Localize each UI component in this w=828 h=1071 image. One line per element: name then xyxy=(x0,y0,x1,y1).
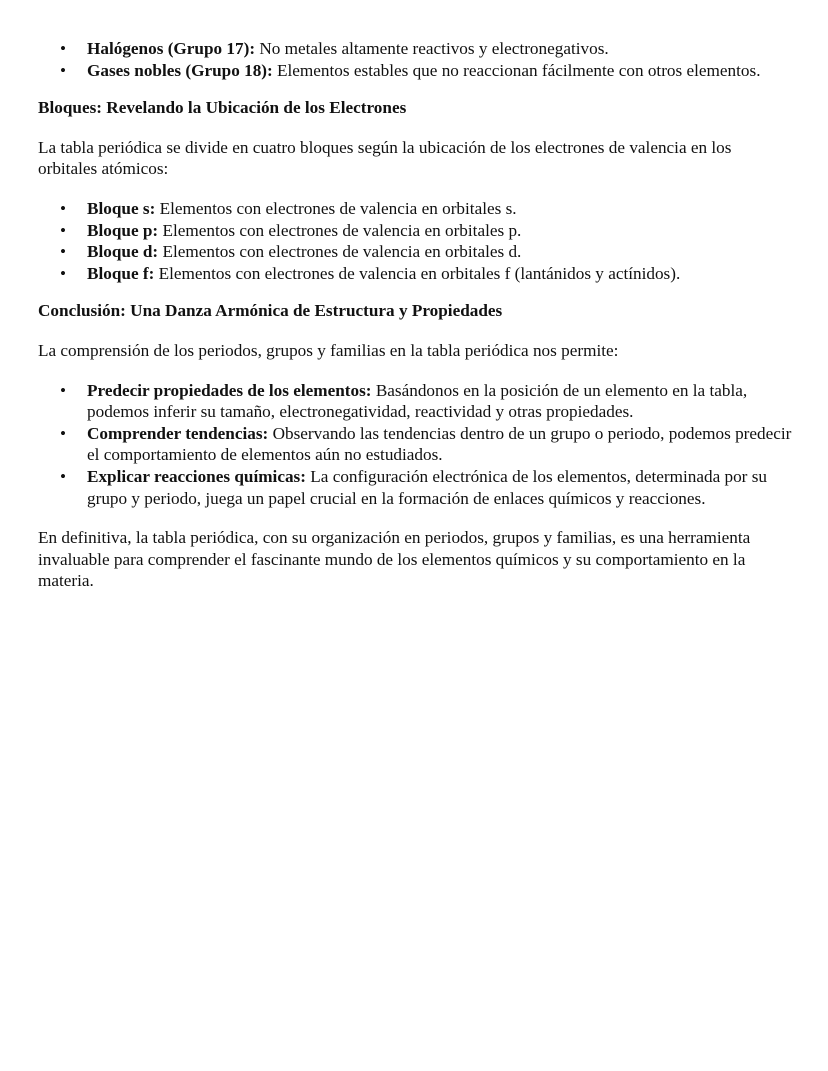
list-item xyxy=(38,380,793,423)
list-item xyxy=(38,38,793,60)
list-item xyxy=(38,263,793,285)
item-term: Halógenos (Grupo 17): xyxy=(87,39,256,58)
group-list xyxy=(38,38,793,81)
list-item xyxy=(38,220,793,242)
item-term: Bloque s: xyxy=(87,198,156,218)
paragraph-conclusion-intro: La comprensión de los periodos, grupos y familias en la tabla periódica nos permite: xyxy=(38,340,619,360)
item-term: Bloque p: xyxy=(87,220,159,240)
list-item xyxy=(38,466,793,509)
item-text: Elementos con electrones de valencia en orbitales d. xyxy=(158,242,522,262)
paragraph-closing: En definitiva, la tabla periódica, con su organización en periodos, grupos y familias, es una herramienta invaluable para comprender el fascinante mundo de los elementos químicos y su comportamiento en la materia. xyxy=(38,528,751,591)
blocks-list xyxy=(38,198,793,284)
item-text: Elementos con electrones de valencia en orbitales p. xyxy=(158,220,522,240)
item-text: Elementos con electrones de valencia en orbitales f (lantánidos y actínidos). xyxy=(154,263,681,283)
item-text: Elementos estables que no reaccionan fácilmente con otros elementos. xyxy=(272,60,761,80)
conclusion-list xyxy=(38,380,793,510)
paragraph-blocks-intro: La tabla periódica se divide en cuatro bloques según la ubicación de los electrones de valencia en los orbitales atómicos: xyxy=(38,137,732,179)
item-term: Explicar reacciones químicas: xyxy=(87,466,306,486)
item-text: Basándonos en la posición de un elemento en la tabla, podemos inferir su tamaño, electronegatividad, reactividad y otras propiedades. xyxy=(87,380,748,422)
item-term: Gases nobles (Grupo 18): xyxy=(87,60,273,80)
document-page xyxy=(38,38,793,592)
section-heading-blocks: Bloques: Revelando la Ubicación de los Electrones xyxy=(38,98,407,118)
item-term: Bloque d: xyxy=(87,242,159,262)
item-term: Comprender tendencias: xyxy=(87,423,269,443)
list-item xyxy=(38,60,793,82)
section-heading-conclusion: Conclusión: Una Danza Armónica de Estructura y Propiedades xyxy=(38,301,503,321)
item-term: Bloque f: xyxy=(87,263,155,283)
list-item xyxy=(38,241,793,263)
item-text: Observando las tendencias dentro de un grupo o periodo, podemos predecir el comportamiento de elementos aún no estudiados. xyxy=(87,423,792,465)
item-term: Predecir propiedades de los elementos: xyxy=(87,380,372,400)
list-item xyxy=(38,423,793,466)
item-text: La configuración electrónica de los elementos, determinada por su grupo y periodo, juega un papel crucial en la formación de enlaces químicos y reacciones. xyxy=(87,466,767,508)
item-text: Elementos con electrones de valencia en orbitales s. xyxy=(155,198,517,218)
item-text: No metales altamente reactivos y electronegativos. xyxy=(255,39,609,58)
list-item xyxy=(38,198,793,220)
